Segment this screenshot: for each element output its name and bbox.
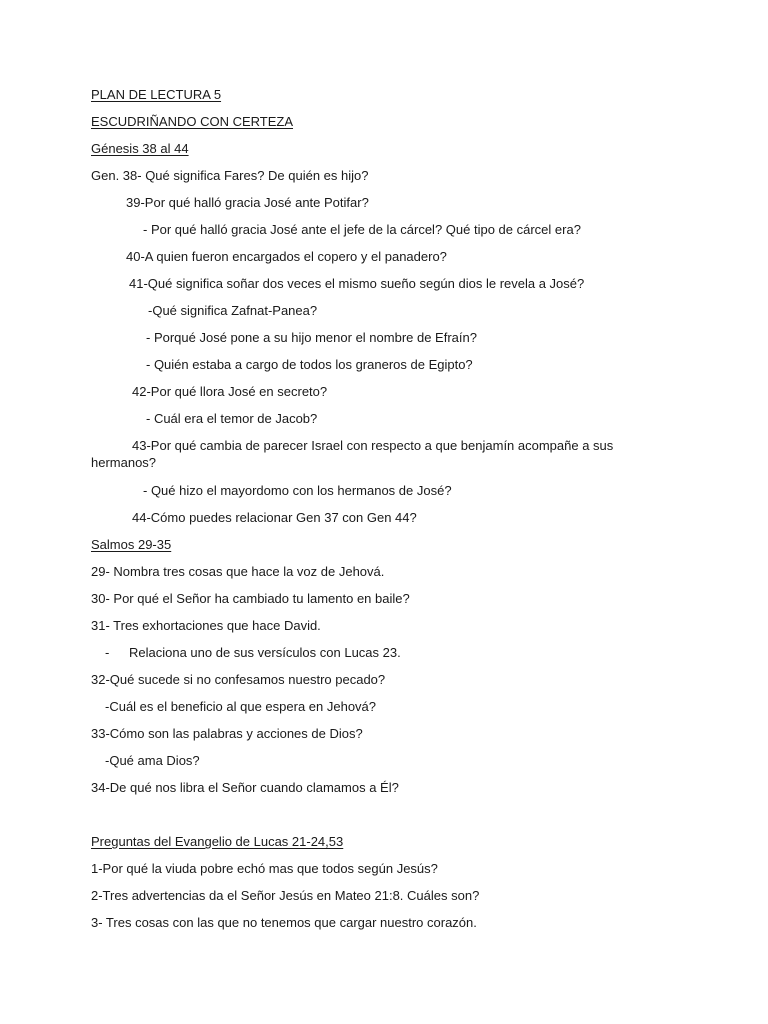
question-sal-32-sub: -Cuál es el beneficio al que espera en Jehová? bbox=[105, 699, 377, 714]
plan-title: PLAN DE LECTURA 5 bbox=[91, 87, 222, 102]
question-gen-39-sub: - Por qué halló gracia José ante el jefe de la cárcel? Qué tipo de cárcel era? bbox=[143, 222, 581, 237]
question-sal-33-sub: -Qué ama Dios? bbox=[105, 753, 200, 768]
question-sal-31: 31- Tres exhortaciones que hace David. bbox=[91, 618, 321, 633]
question-gen-38: Gen. 38- Qué significa Fares? De quién es hijo? bbox=[91, 168, 369, 183]
question-sal-34: 34-De qué nos libra el Señor cuando clamamos a Él? bbox=[91, 780, 399, 795]
question-gen-42-sub: - Cuál era el temor de Jacob? bbox=[146, 411, 318, 426]
question-sal-31-sub: Relaciona uno de sus versículos con Lucas 23. bbox=[129, 645, 401, 660]
question-gen-39: 39-Por qué halló gracia José ante Potifar? bbox=[126, 195, 369, 210]
question-sal-33: 33-Cómo son las palabras y acciones de Dios? bbox=[91, 726, 363, 741]
question-sal-29: 29- Nombra tres cosas que hace la voz de Jehová. bbox=[91, 564, 385, 579]
list-bullet: - bbox=[105, 645, 110, 660]
question-sal-30: 30- Por qué el Señor ha cambiado tu lamento en baile? bbox=[91, 591, 410, 606]
question-gen-41-sub-2: - Porqué José pone a su hijo menor el nombre de Efraín? bbox=[146, 330, 477, 345]
question-gen-41-sub-3: - Quién estaba a cargo de todos los graneros de Egipto? bbox=[146, 357, 473, 372]
plan-subtitle: ESCUDRIÑANDO CON CERTEZA bbox=[91, 114, 294, 129]
question-luc-1: 1-Por qué la viuda pobre echó mas que todos según Jesús? bbox=[91, 861, 438, 876]
question-gen-43-sub: - Qué hizo el mayordomo con los hermanos de José? bbox=[143, 483, 452, 498]
question-gen-40: 40-A quien fueron encargados el copero y el panadero? bbox=[126, 249, 447, 264]
question-gen-43-cont: hermanos? bbox=[91, 455, 157, 470]
question-gen-42: 42-Por qué llora José en secreto? bbox=[132, 384, 328, 399]
question-gen-43: 43-Por qué cambia de parecer Israel con respecto a que benjamín acompañe a sus bbox=[132, 438, 614, 453]
question-luc-2: 2-Tres advertencias da el Señor Jesús en Mateo 21:8. Cuáles son? bbox=[91, 888, 480, 903]
section-title-lucas: Preguntas del Evangelio de Lucas 21-24,53 bbox=[91, 834, 344, 849]
section-title-salmos: Salmos 29-35 bbox=[91, 537, 172, 552]
section-title-genesis: Génesis 38 al 44 bbox=[91, 141, 189, 156]
question-sal-32: 32-Qué sucede si no confesamos nuestro pecado? bbox=[91, 672, 386, 687]
question-luc-3: 3- Tres cosas con las que no tenemos que cargar nuestro corazón. bbox=[91, 915, 477, 930]
question-gen-41: 41-Qué significa soñar dos veces el mismo sueño según dios le revela a José? bbox=[129, 276, 585, 291]
question-gen-41-sub-1: -Qué significa Zafnat-Panea? bbox=[148, 303, 318, 318]
question-gen-44: 44-Cómo puedes relacionar Gen 37 con Gen 44? bbox=[132, 510, 417, 525]
